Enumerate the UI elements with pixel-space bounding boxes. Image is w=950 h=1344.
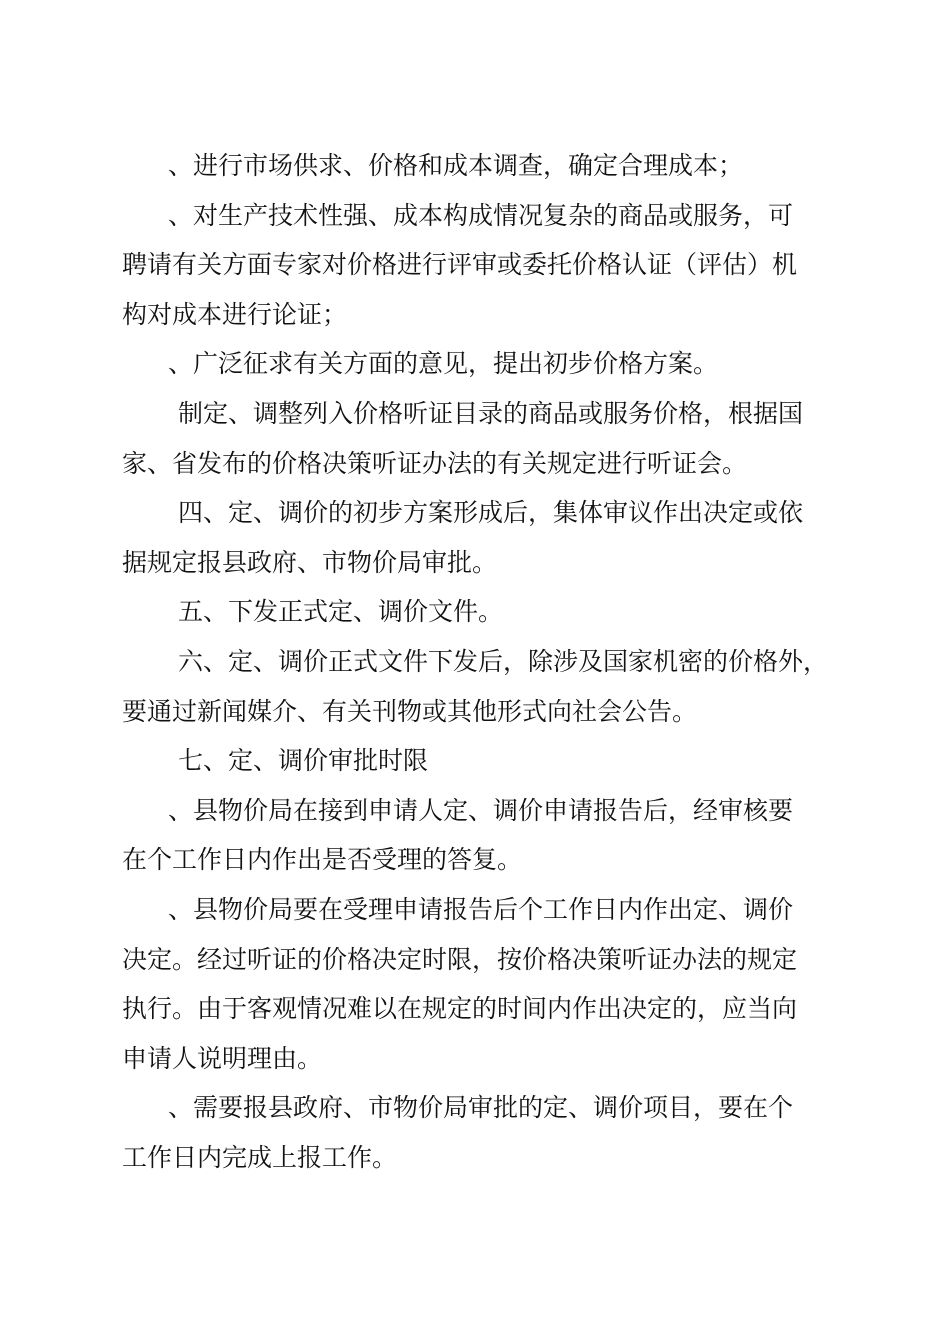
text-line-14: 、县物价局在接到申请人定、调价申请报告后，经审核要 (168, 795, 794, 825)
text-line-5: 、广泛征求有关方面的意见，提出初步价格方案。 (168, 349, 719, 379)
text-line-3: 聘请有关方面专家对价格进行评审或委托价格认证（评估）机 (122, 250, 798, 280)
text-line-9: 据规定报县政府、市物价局审批。 (122, 547, 498, 577)
text-line-7: 家、省发布的价格决策听证办法的有关规定进行听证会。 (122, 448, 748, 478)
text-line-21: 工作日内完成上报工作。 (122, 1142, 398, 1172)
document-body (122, 141, 842, 1182)
text-line-20: 、需要报县政府、市物价局审批的定、调价项目，要在个 (168, 1093, 794, 1123)
text-line-13: 七、定、调价审批时限 (178, 746, 429, 776)
text-line-6: 制定、调整列入价格听证目录的商品或服务价格，根据国 (178, 398, 804, 428)
text-line-10: 五、下发正式定、调价文件。 (178, 597, 504, 627)
text-line-2: 、对生产技术性强、成本构成情况复杂的商品或服务，可 (168, 200, 794, 230)
text-line-12: 要通过新闻媒介、有关刊物或其他形式向社会公告。 (122, 696, 698, 726)
text-line-4: 构对成本进行论证； (122, 299, 348, 329)
text-line-17: 决定。经过听证的价格决定时限，按价格决策听证办法的规定 (122, 944, 798, 974)
text-line-16: 、县物价局要在受理申请报告后个工作日内作出定、调价 (168, 894, 794, 924)
text-line-15: 在个工作日内作出是否受理的答复。 (122, 845, 523, 875)
text-line-1: 、进行市场供求、价格和成本调查，确定合理成本； (168, 151, 744, 180)
text-line-19: 申请人说明理由。 (122, 1043, 323, 1073)
text-line-8: 四、定、调价的初步方案形成后，集体审议作出决定或依 (178, 498, 804, 528)
text-line-18: 执行。由于客观情况难以在规定的时间内作出决定的，应当向 (122, 994, 798, 1024)
text-line-11: 六、定、调价正式文件下发后，除涉及国家机密的价格外， (178, 646, 829, 676)
